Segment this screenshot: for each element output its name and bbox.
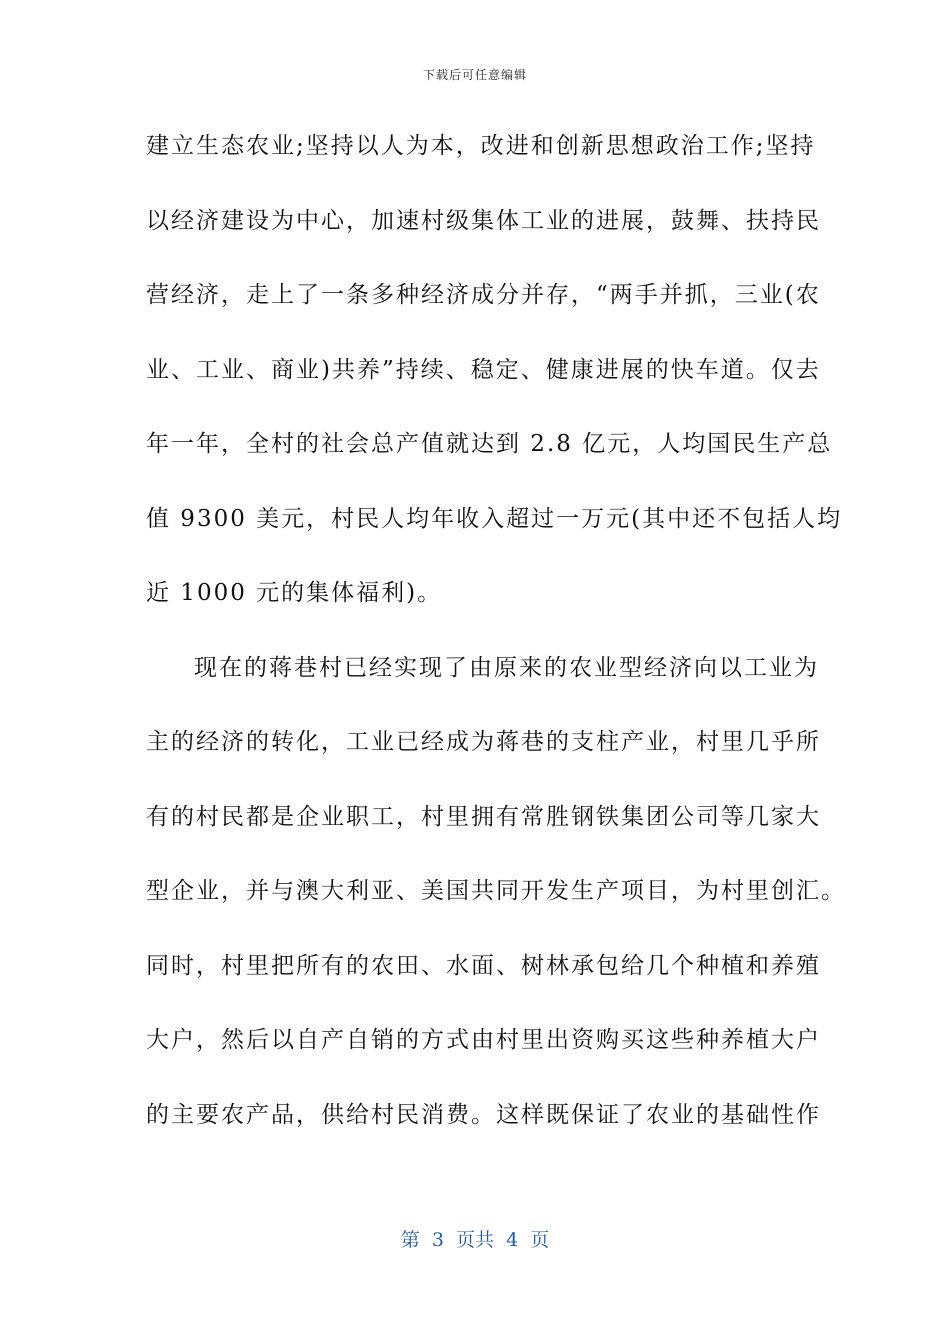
text-line: 近 1000 元的集体福利)。 — [146, 580, 443, 606]
document-body — [146, 118, 846, 1161]
text-line: 同时，村里把所有的农田、水面、树林承包给几个种植和养殖 — [146, 952, 821, 979]
paragraph-first-line: 现在的蒋巷村已经实现了由原来的农业型经济向以工业为 — [194, 654, 819, 681]
text-line: 型企业，并与澳大利亚、美国共同开发生产项目，为村里创汇。 — [146, 878, 846, 904]
text-line: 业、工业、商业)共养”持续、稳定、健康进展的快车道。仅去 — [146, 356, 821, 383]
text-line: 建立生态农业;坚持以人为本，改进和创新思想政治工作;坚持 — [146, 133, 816, 159]
text-line: 值 9300 美元，村民人均年收入超过一万元(其中还不包括人均 — [146, 505, 843, 532]
page-number-footer: 第 3 页共 4 页 — [400, 1229, 550, 1251]
text-line: 以经济建设为中心，加速村级集体工业的进展，鼓舞、扶持民 — [146, 207, 821, 234]
page-header: 下载后可任意编辑 — [422, 68, 527, 82]
text-line: 主的经济的转化，工业已经成为蒋巷的支柱产业，村里几乎所 — [146, 729, 821, 755]
text-line: 的主要农产品，供给村民消费。这样既保证了农业的基础性作 — [146, 1101, 821, 1128]
text-line: 有的村民都是企业职工，村里拥有常胜钢铁集团公司等几家大 — [146, 803, 821, 830]
text-line: 大户，然后以自产自销的方式由村里出资购买这些种养植大户 — [146, 1027, 821, 1053]
text-line: 营经济，走上了一条多种经济成分并存，“两手并抓，三业(农 — [146, 282, 821, 308]
text-line: 年一年，全村的社会总产值就达到 2.8 亿元，人均国民生产总 — [146, 431, 833, 457]
